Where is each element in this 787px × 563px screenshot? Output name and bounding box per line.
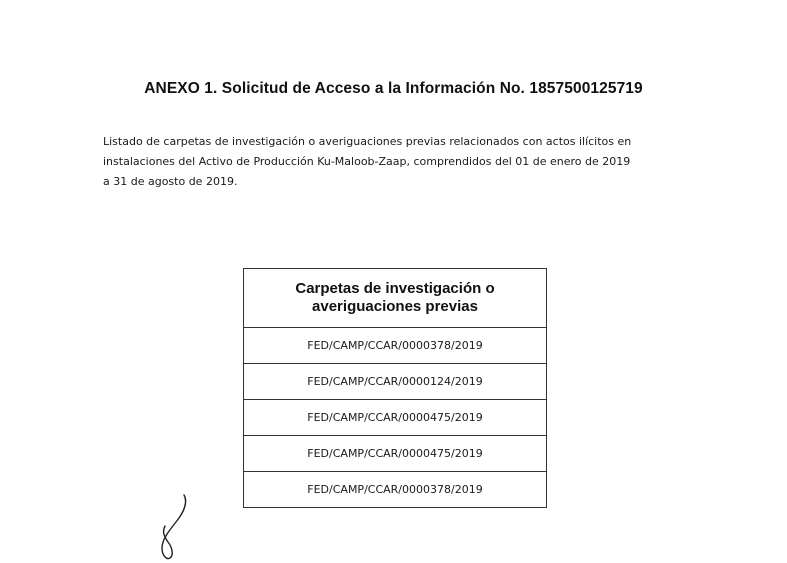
intro-line: instalaciones del Activo de Producción Ku-Maloob-Zaap, comprendidos del 01 de enero de 2019	[103, 155, 631, 168]
table-row	[244, 328, 547, 364]
folder-number-cell: FED/CAMP/CCAR/0000475/2019	[244, 436, 547, 472]
folder-number-cell: FED/CAMP/CCAR/0000475/2019	[244, 400, 547, 436]
table-header-row	[244, 269, 547, 328]
document-title: ANEXO 1. Solicitud de Acceso a la Información No. 1857500125719	[144, 80, 643, 97]
table-row	[244, 364, 547, 400]
intro-line: a 31 de agosto de 2019.	[103, 175, 238, 188]
folder-number-cell: FED/CAMP/CCAR/0000378/2019	[244, 472, 547, 508]
handwritten-signature	[150, 492, 195, 563]
table-row	[244, 436, 547, 472]
intro-paragraph	[103, 132, 693, 192]
intro-line: Listado de carpetas de investigación o averiguaciones previas relacionados con actos ilícitos en	[103, 135, 632, 148]
table-row	[244, 472, 547, 508]
folder-number-cell: FED/CAMP/CCAR/0000124/2019	[244, 364, 547, 400]
folder-number-cell: FED/CAMP/CCAR/0000378/2019	[244, 328, 547, 364]
table-header: Carpetas de investigación o averiguaciones previas	[244, 269, 547, 328]
table-row	[244, 400, 547, 436]
investigation-folders-table	[243, 268, 547, 508]
